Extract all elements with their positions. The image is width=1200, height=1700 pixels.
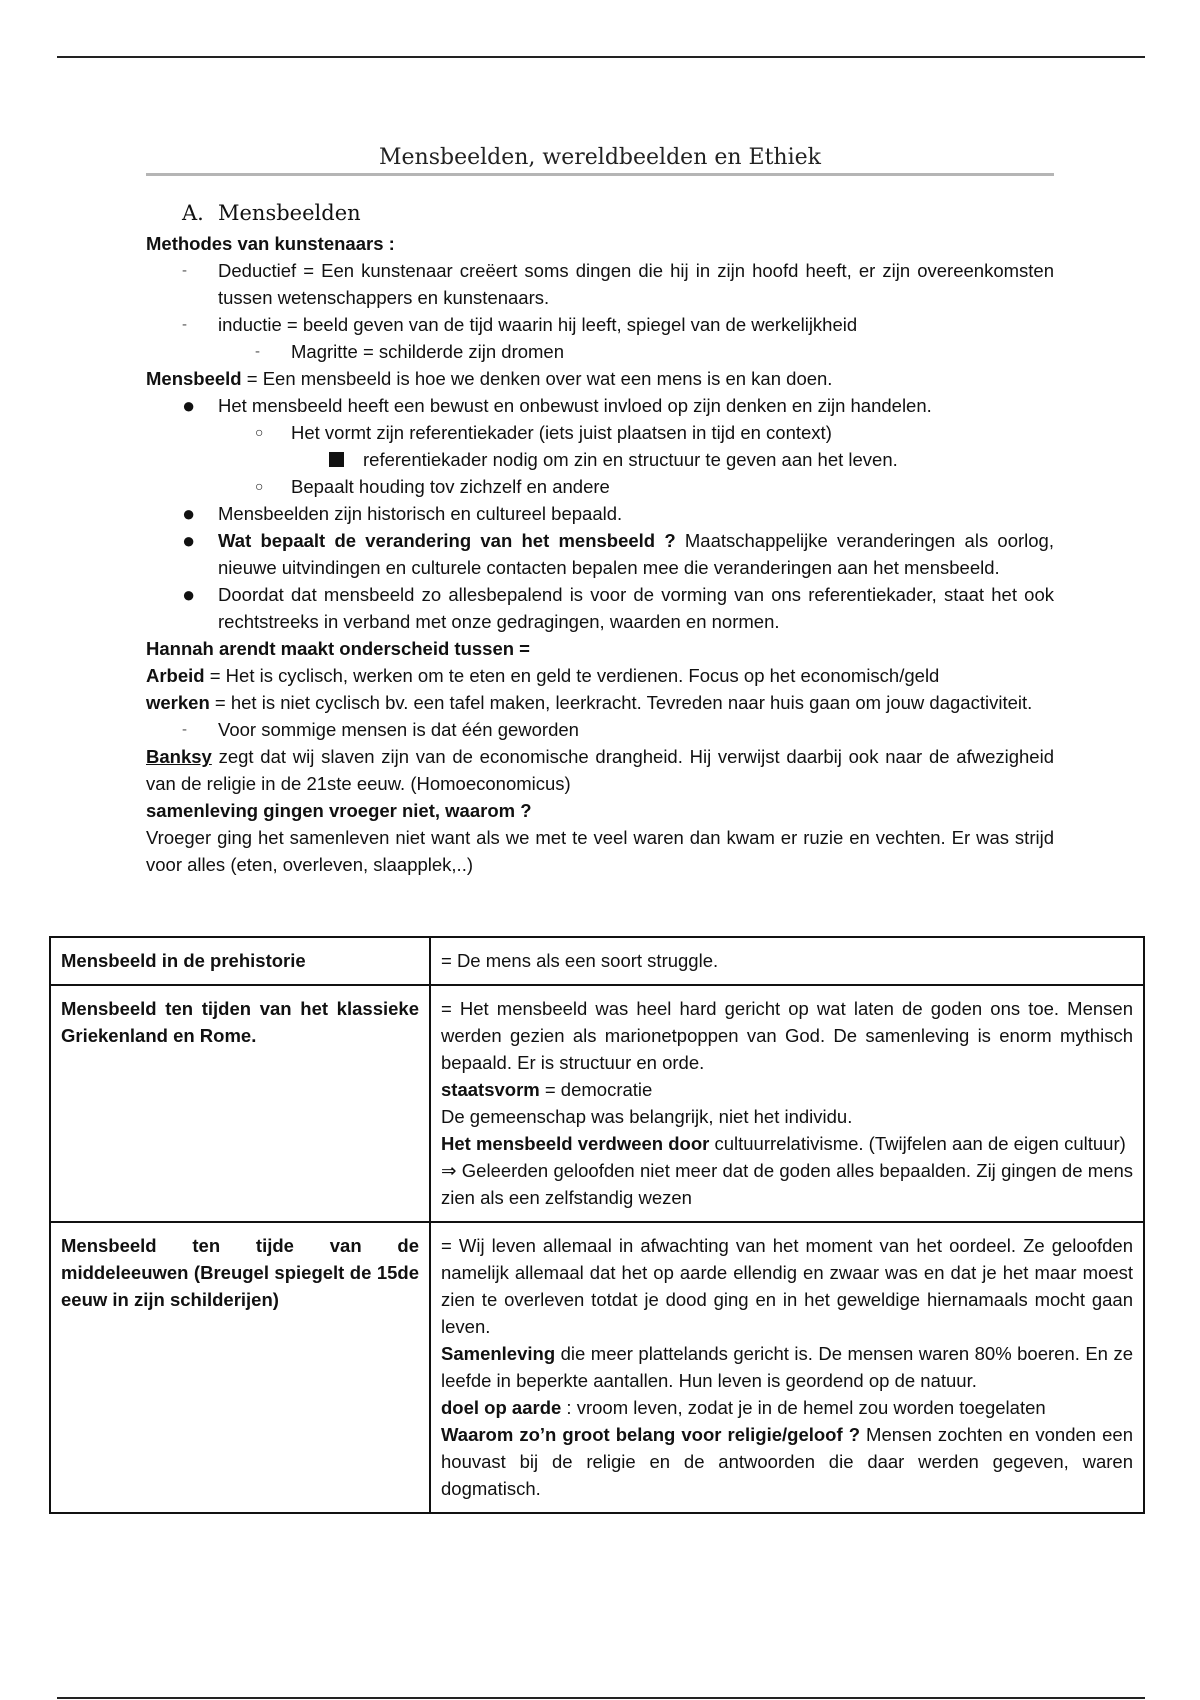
arbeid-definition: Arbeid = Het is cyclisch, werken om te eten en geld te verdienen. Focus op het economisch/geld xyxy=(146,665,940,686)
bullet-dot: ● xyxy=(182,501,196,526)
bullet-dot: ● xyxy=(182,582,196,607)
page-title: Mensbeelden, wereldbeelden en Ethiek xyxy=(379,145,821,170)
list-item: - Voor sommige mensen is dat één geworden xyxy=(146,716,1054,743)
table-cell-content: = De mens als een soort struggle. xyxy=(430,937,1144,985)
list-item: - inductie = beeld geven van de tijd waarin hij leeft, spiegel van de werkelijkheid xyxy=(146,311,1054,338)
table-row xyxy=(50,937,1144,985)
table-row xyxy=(50,1222,1144,1513)
list-item: ● Mensbeelden zijn historisch en cultureel bepaald. xyxy=(182,501,623,526)
section-letter: A. xyxy=(182,201,204,225)
list-item: ● Wat bepaalt de verandering van het mensbeeld ? Maatschappelijke veranderingen als oorlog, nieuwe uitvindingen en culturele contacten bepalen mee die veranderingen aan het mensbeeld. xyxy=(182,528,1054,578)
table-cell-label: Mensbeeld ten tijden van het klassieke Griekenland en Rome. xyxy=(50,985,430,1222)
mensbeeld-definition: Mensbeeld = Een mensbeeld is hoe we denken over wat een mens is en kan doen. xyxy=(146,368,833,389)
mensbeeld-table xyxy=(49,936,1145,1514)
bullet-square xyxy=(329,452,344,467)
bullet-dot: ● xyxy=(182,393,196,418)
dash-bullet: - xyxy=(255,343,260,360)
title-underline xyxy=(146,173,1054,176)
samenleving-question: samenleving gingen vroeger niet, waarom ? xyxy=(146,800,532,821)
list-item: ○ Het vormt zijn referentiekader (iets juist plaatsen in tijd en context) xyxy=(146,419,1054,446)
werken-definition: werken = het is niet cyclisch bv. een tafel maken, leerkracht. Tevreden naar huis gaan om jouw dagactiviteit. xyxy=(146,692,1033,713)
bullet-dot: ● xyxy=(182,528,196,553)
list-item: - Deductief = Een kunstenaar creëert soms dingen die hij in zijn hoofd heeft, er zijn overeenkomsten tussen wetenschappers en kunstenaars. xyxy=(146,257,1054,311)
list-item: referentiekader nodig om zin en structuur te geven aan het leven. xyxy=(146,446,1054,473)
samenleving-answer: Vroeger ging het samenleven niet want als we met te veel waren dan kwam er ruzie en vechten. Er was strijd voor alles (eten, overleven, slaapplek,..) xyxy=(146,827,1054,875)
list-item: - Magritte = schilderde zijn dromen xyxy=(146,338,1054,365)
table-cell-label: Mensbeeld ten tijde van de middeleeuwen (Breugel spiegelt de 15de eeuw in zijn schilderijen) xyxy=(50,1222,430,1513)
section-title: Mensbeelden xyxy=(218,201,361,225)
dash-bullet: - xyxy=(182,262,187,279)
table-cell-content: = Wij leven allemaal in afwachting van het moment van het oordeel. Ze geloofden namelijk allemaal dat het op aarde ellendig en zwaar was en dat je het maar moest zien te overleven totdat je dood ging en in het geweldige hiernamaals mocht gaan leven. Samenleving die meer plattelands gericht is. De mensen waren 80% boeren. En ze leefde in beperkte aantallen. Hun leven is geordend op de natuur. doel op aarde : vroom leven, zodat je in de hemel zou worden toegelaten Waarom zo’n groot belang voor religie/geloof ? Mensen zochten en vonden een houvast bij de religie en de antwoorden die daar werden gegeven, waren dogmatisch. xyxy=(430,1222,1144,1513)
footer-rule xyxy=(57,1697,1145,1699)
dash-bullet: - xyxy=(182,316,187,333)
table-cell-label: Mensbeeld in de prehistorie xyxy=(50,937,430,985)
banksy-paragraph: Banksy zegt dat wij slaven zijn van de economische drangheid. Hij verwijst daarbij ook naar de afwezigheid van de religie in de 21ste eeuw. (Homoeconomicus) xyxy=(146,746,1054,794)
document-body xyxy=(146,196,1054,878)
methods-heading: Methodes van kunstenaars : xyxy=(146,233,395,254)
list-item: ○ Bepaalt houding tov zichzelf en andere xyxy=(146,473,1054,500)
dash-bullet: - xyxy=(182,721,187,738)
table-cell-content: = Het mensbeeld was heel hard gericht op wat laten de goden ons toe. Mensen werden gezien als marionetpoppen van God. De samenleving is enorm mythisch bepaald. Er is structuur en orde. staatsvorm = democratie De gemeenschap was belangrijk, niet het individu. Het mensbeeld verdween door cultuurrelativisme. (Twijfelen aan de eigen cultuur) ⇒ Geleerden geloofden niet meer dat de goden alles bepaalden. Zij gingen de mens zien als een zelfstandig wezen xyxy=(430,985,1144,1222)
section-heading xyxy=(182,196,1054,230)
header-rule xyxy=(57,56,1145,58)
bullet-circle: ○ xyxy=(255,424,264,440)
bullet-circle: ○ xyxy=(255,478,264,494)
table-row xyxy=(50,985,1144,1222)
list-item: ● Het mensbeeld heeft een bewust en onbewust invloed op zijn denken en zijn handelen. xyxy=(182,393,932,418)
list-item: ● Doordat dat mensbeeld zo allesbepalend is voor de vorming van ons referentiekader, staat het ook rechtstreeks in verband met onze gedragingen, waarden en normen. xyxy=(182,582,1054,632)
arendt-heading: Hannah arendt maakt onderscheid tussen = xyxy=(146,638,530,659)
